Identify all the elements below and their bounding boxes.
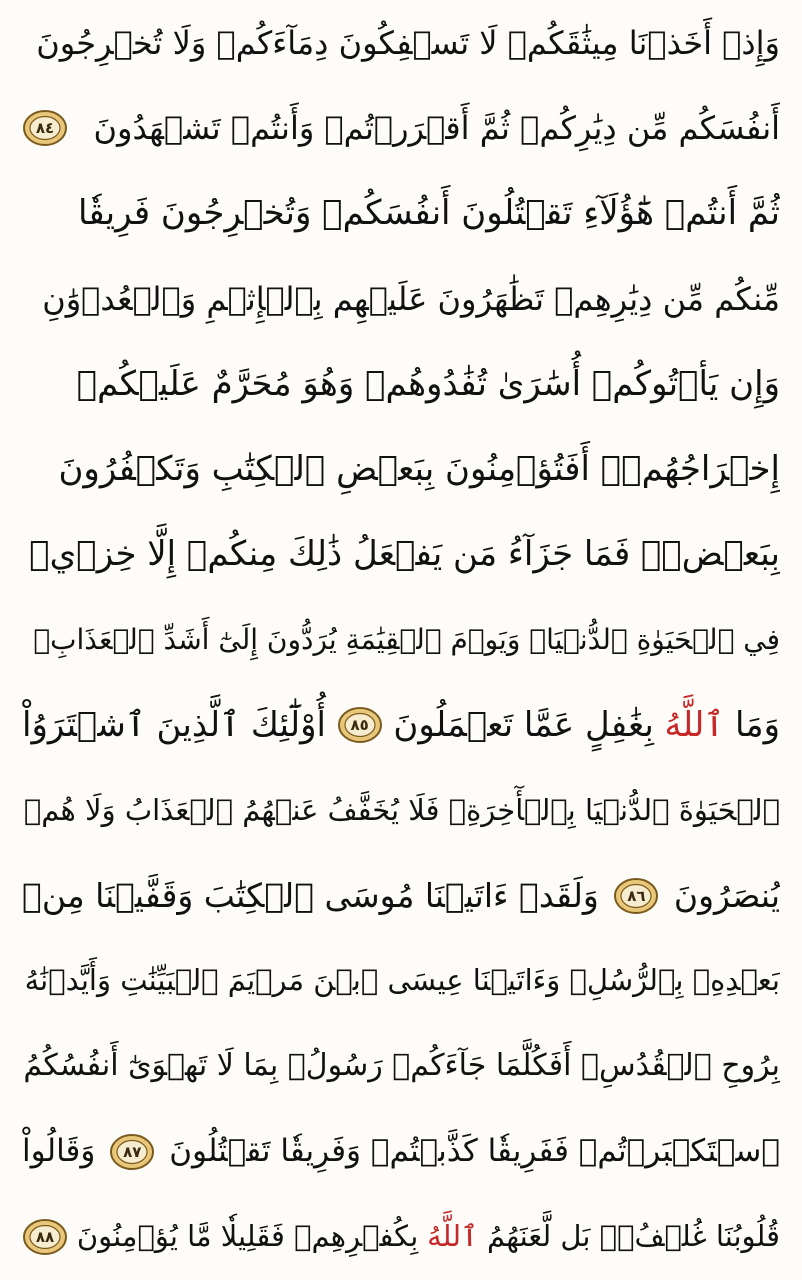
verse-text: فِي ٱلۡحَيَوٰةِ ٱلدُّنۡيَاۖ وَيَوۡمَ ٱلۡقِيَٰمَةِ يُرَدُّونَ إِلَىٰٓ أَشَدِّ ٱلۡعَذَابِۗ: [33, 622, 780, 656]
verse-text: ٱلۡحَيَوٰةَ ٱلدُّنۡيَا بِٱلۡأٓخِرَةِۖ فَلَا يُخَفَّفُ عَنۡهُمُ ٱلۡعَذَابُ وَلَا هُمۡ: [23, 792, 780, 827]
ayah-end-marker: [22, 108, 68, 148]
verse-line: [22, 341, 780, 426]
verse-line: [22, 85, 780, 170]
verse-line: [22, 171, 780, 256]
ayah-end-marker: [109, 1132, 155, 1172]
ayah-end-marker: [22, 1217, 68, 1257]
ayah-end-marker: [613, 876, 659, 916]
verse-text: بِرُوحِ ٱلۡقُدُسِۗ أَفَكُلَّمَا جَآءَكُمۡ رَسُولُۢ بِمَا لَا تَهۡوَىٰٓ أَنفُسُكُمُ: [23, 1048, 780, 1084]
verse-text: أَنفُسَكُم مِّن دِيَٰرِكُمۡ ثُمَّ أَقۡرَرۡتُمۡ وَأَنتُمۡ تَشۡهَدُونَ: [93, 108, 780, 147]
ayah-number: ٨٦: [627, 886, 646, 905]
verse-text: بِكُفۡرِهِمۡ فَقَلِيلٗا مَّا يُؤۡمِنُونَ: [76, 1219, 419, 1254]
ayah-number: ٨٨: [35, 1227, 55, 1246]
verse-text: بَعۡدِهِۦ بِٱلرُّسُلِۖ وَءَاتَيۡنَا عِيسَى ٱبۡنَ مَرۡيَمَ ٱلۡبَيِّنَٰتِ وَأَيَّدۡنَٰهُ: [24, 963, 780, 998]
verse-line: [22, 682, 780, 767]
verse-text: وَلَقَدۡ ءَاتَيۡنَا مُوسَى ٱلۡكِتَٰبَ وَقَفَّيۡنَا مِنۢ: [22, 876, 599, 916]
divine-name: ٱللَّهُ: [427, 1219, 479, 1254]
verse-line: [22, 426, 780, 511]
verse-text: بِبَعۡضٖۚ فَمَا جَزَآءُ مَن يَفۡعَلُ ذَٰلِكَ مِنكُمۡ إِلَّا خِزۡيٞ: [29, 534, 780, 575]
verse-text: مِّنكُم مِّن دِيَٰرِهِمۡ تَظَٰهَرُونَ عَلَيۡهِم بِٱلۡإِثۡمِ وَٱلۡعُدۡوَٰنِ: [42, 279, 780, 318]
verse-text: ٱسۡتَكۡبَرۡتُمۡ فَفَرِيقٗا كَذَّبۡتُمۡ وَفَرِيقٗا تَقۡتُلُونَ: [169, 1133, 780, 1169]
verse-line: [22, 853, 780, 938]
verse-line: [22, 256, 780, 341]
verse-text: إِخۡرَاجُهُمۡۚ أَفَتُؤۡمِنُونَ بِبَعۡضِ ٱلۡكِتَٰبِ وَتَكۡفُرُونَ: [58, 449, 780, 490]
verse-text: بِغَٰفِلٍ عَمَّا تَعۡمَلُونَ: [393, 705, 654, 746]
verse-line: [22, 0, 780, 85]
verse-text: وَإِن يَأۡتُوكُمۡ أُسَٰرَىٰ تُفَٰدُوهُمۡ وَهُوَ مُحَرَّمٌ عَلَيۡكُمۡ: [76, 363, 780, 404]
verse-line: [22, 768, 780, 853]
ayah-number: ٨٧: [123, 1142, 142, 1161]
verse-text: ثُمَّ أَنتُمۡ هَٰٓؤُلَآءِ تَقۡتُلُونَ أَنفُسَكُمۡ وَتُخۡرِجُونَ فَرِيقٗا: [78, 193, 780, 234]
verse-text: أُوْلَٰٓئِكَ ٱلَّذِينَ ٱشۡتَرَوُاْ: [22, 705, 326, 746]
verse-text: وَإِذۡ أَخَذۡنَا مِيثَٰقَكُمۡ لَا تَسۡفِكُونَ دِمَآءَكُمۡ وَلَا تُخۡرِجُونَ: [36, 23, 780, 62]
verse-line: [22, 938, 780, 1023]
verse-text: وَمَا: [735, 705, 780, 746]
verse-text: قُلُوبُنَا غُلۡفُۢۚ بَل لَّعَنَهُمُ: [486, 1219, 780, 1254]
verse-text: وَقَالُواْ: [22, 1133, 96, 1169]
verse-line: [22, 1194, 780, 1279]
ayah-end-marker: [337, 705, 383, 745]
verse-text: يُنصَرُونَ: [673, 876, 780, 916]
verse-line: [22, 597, 780, 682]
ayah-number: ٨٥: [350, 716, 369, 735]
verse-line: [22, 512, 780, 597]
verse-line: [22, 1024, 780, 1109]
ayah-number: ٨٤: [35, 118, 55, 137]
divine-name: ٱللَّهُ: [664, 705, 725, 746]
verse-line: [22, 1109, 780, 1194]
